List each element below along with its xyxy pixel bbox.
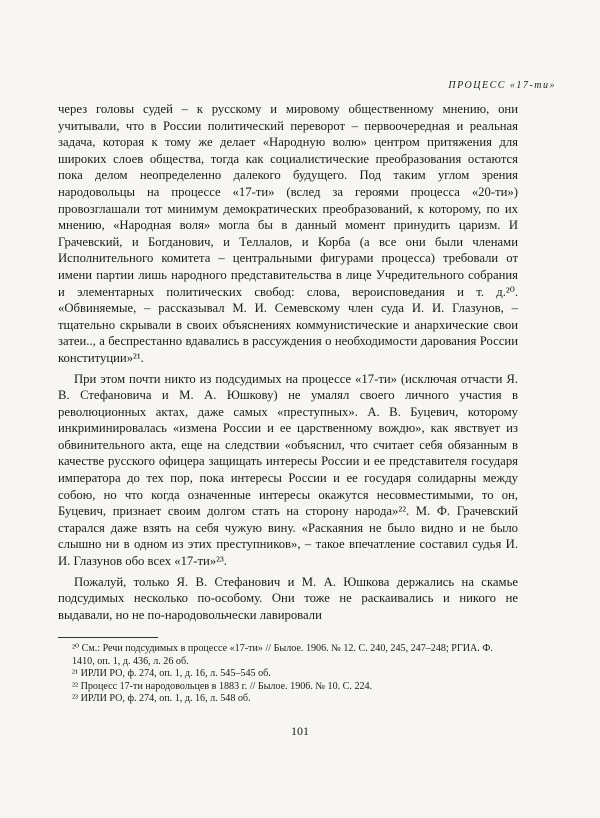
paragraph-1: через головы судей – к русскому и мировому общественному мнению, они учитывали, что в России политический переворот – первоочередная и реальная задача, которая к тому же делает «Народную волю» центром притяжения для широких слоев общества, тогда как социалистические преобразования остаются пока делом неопределенно далекого будущего. Под таким углом зрения народовольцы на процессе «17-ти» (вслед за героями процесса «20-ти») провозглашали тот минимум демократических преобразований, к которому, по их мнению, «Народная воля» могла бы в данный момент принудить царизм. И Грачевский, и Богданович, и Теллалов, и Корба (а все они были членами Исполнительного комитета – центральными фигурами процесса) требовали от имени партии лишь народного представительства в лице Учредительного собрания и элементарных политических свобод: слова, вероисповедания и т. д.²⁰. «Обвиняемые, – рассказывал М. И. Семевскому член суда И. И. Глазунов, – тщательно скрывали в своих объяснениях коммунистические и анархические свои затеи.., а беспрестанно вдавались в рассуждения о необходимости дарования России конституции»²¹.: [58, 102, 518, 365]
footnote-22: ²² Процесс 17-ти народовольцев в 1883 г. // Былое. 1906. № 10. С. 224.: [72, 680, 373, 692]
paragraph-3: Пожалуй, только Я. В. Стефанович и М. А. Юшкова держались на скамье подсудимых несколько по-особому. Они тоже не раскаивались и никого не выдавали, но не по-народовольчески лавировали: [58, 574, 518, 622]
running-header: ПРОЦЕСС «17-ти»: [448, 80, 556, 91]
footnote-divider: [58, 637, 158, 638]
page-number: 101: [291, 724, 309, 738]
footnote-23: ²³ ИРЛИ РО, ф. 274, оп. 1, д. 16, л. 548 об.: [72, 693, 251, 705]
footnote-20: ²⁰ См.: Речи подсудимых в процессе «17-ти» // Былое. 1906. № 12. С. 240, 245, 247–248; РГИА. Ф. 1410, оп. 1, д. 436, л. 26 об.: [72, 643, 493, 667]
paragraph-2: При этом почти никто из подсудимых на процессе «17-ти» (исключая отчасти Я. В. Стефановича и М. А. Юшкову) не умалял своего личного участия в революционных актах, даже самых «преступных». А. В. Буцевич, которому инкриминировалась «измена России и ее царственному вождю», как явствует из обвинительного акта, еще на следствии «объяснил, что считает себя обязанным в качестве русского офицера защищать интересы России и ее представителя государя императора до тех пор, пока интересы России и ее государя солидарны между собою, но что когда означенные интересы окажутся несовместимыми, то он, Буцевич, признает своим долгом стать на сторону народа»²². М. Ф. Грачевский старался даже взять на себя чужую вину. «Раскаяния не было видно и не было слышно ни в одном из этих преступников», – такое впечатление составил судья И. И. Глазунов обо всех «17-ти»²³.: [58, 371, 518, 569]
footnote-21: ²¹ ИРЛИ РО, ф. 274, оп. 1, д. 16, л. 545–545 об.: [72, 668, 271, 680]
footnotes: [58, 643, 518, 706]
main-text: [58, 101, 518, 627]
